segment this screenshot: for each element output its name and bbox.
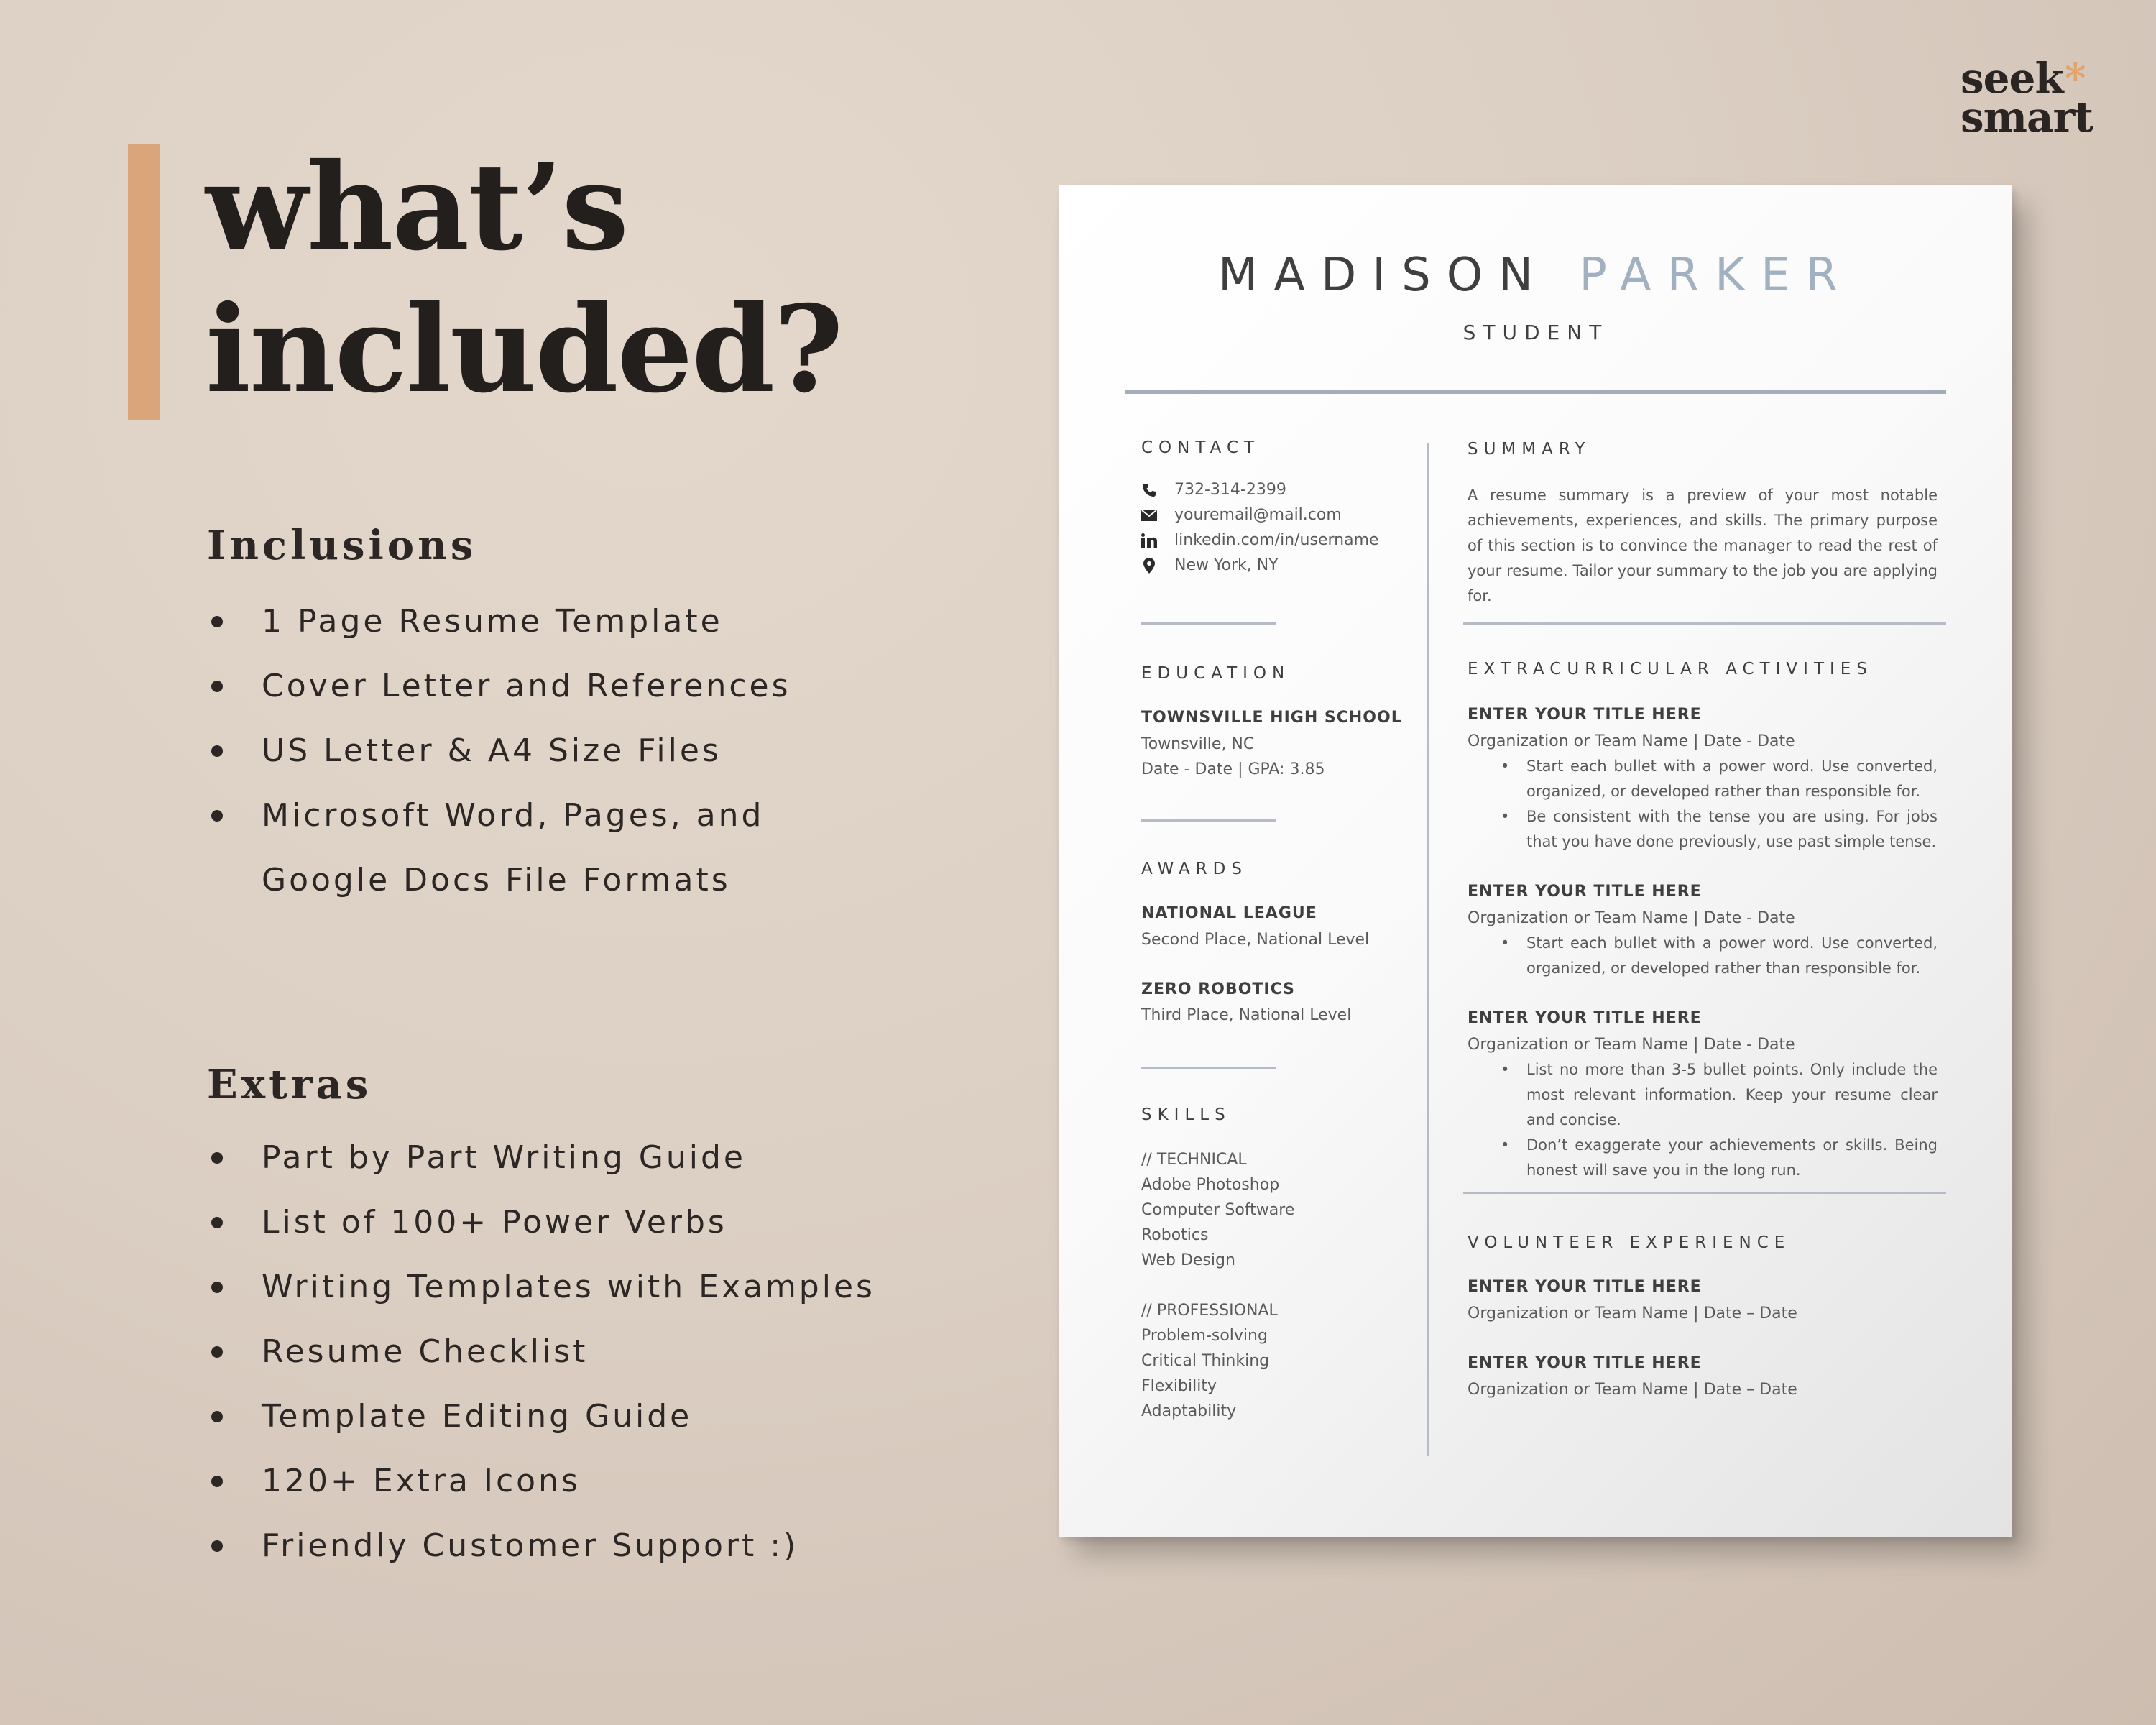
contact-heading: CONTACT (1141, 438, 1261, 457)
award-title: ZERO ROBOTICS (1141, 980, 1295, 998)
bullet-dot-icon (211, 1282, 223, 1293)
entry-org: Organization or Team Name | Date - Date (1468, 909, 1795, 927)
resume-role: STUDENT (1462, 321, 1609, 344)
skill-item: Web Design (1141, 1251, 1235, 1269)
logo-word-2: smart (1961, 93, 2093, 142)
list-item: Part by Part Writing Guide (210, 1126, 875, 1190)
divider (1141, 1067, 1276, 1069)
bullet-dot-icon (211, 745, 223, 757)
bullet-dot-icon (211, 1217, 223, 1228)
divider (1141, 622, 1276, 625)
resume-name: MADISON PARKER (1218, 249, 1853, 302)
list-item: • List no more than 3-5 bullet points. Only include the most relevant information. Keep your resume clear and concise. (1495, 1057, 1938, 1133)
brand-logo (1961, 54, 2093, 142)
skill-item: Problem-solving (1141, 1327, 1268, 1345)
entry-bullets (1495, 754, 1938, 855)
headline-line-2: included? (206, 280, 842, 420)
skill-item: Flexibility (1141, 1377, 1217, 1395)
list-item: Writing Templates with Examples (210, 1255, 875, 1320)
list-item: Template Editing Guide (210, 1384, 875, 1449)
list-item: 120+ Extra Icons (210, 1449, 875, 1514)
summary-heading: SUMMARY (1468, 440, 1591, 459)
education-school: TOWNSVILLE HIGH SCHOOL (1141, 709, 1402, 727)
bullet-dot-icon (211, 681, 223, 692)
entry-title: ENTER YOUR TITLE HERE (1468, 1278, 1702, 1296)
awards-heading: AWARDS (1141, 860, 1248, 878)
skill-item: Adobe Photoshop (1141, 1176, 1280, 1194)
contact-linkedin: linkedin.com/in/username (1141, 528, 1379, 553)
bullet-dot-icon (211, 810, 223, 822)
entry-org: Organization or Team Name | Date – Date (1468, 1305, 1797, 1322)
logo-word-1: seek (1961, 54, 2063, 103)
education-city: Townsville, NC (1141, 735, 1255, 753)
bullet-dot-icon (211, 616, 223, 627)
asterisk-icon: * (2064, 54, 2086, 103)
list-item: US Letter & A4 Size Files (210, 719, 791, 783)
volunteer-heading: VOLUNTEER EXPERIENCE (1468, 1233, 1791, 1252)
skill-item: Computer Software (1141, 1201, 1295, 1219)
entry-org: Organization or Team Name | Date - Date (1468, 732, 1795, 750)
summary-text: A resume summary is a preview of your most notable achievements, experiences, and skills. The primary purpose of this section is to convince the manager to read the rest of your resume. Tailor your summary to the job you are applying for. (1468, 487, 1938, 604)
bullet-dot-icon (211, 1411, 223, 1422)
list-item: Friendly Customer Support :) (210, 1514, 875, 1578)
entry-title: ENTER YOUR TITLE HERE (1468, 1009, 1702, 1027)
award-title: NATIONAL LEAGUE (1141, 904, 1317, 922)
list-item: Resume Checklist (210, 1320, 875, 1384)
accent-bar (128, 144, 160, 420)
phone-icon (1141, 482, 1157, 498)
location-pin-icon (1141, 558, 1157, 574)
bullet-dot-icon (211, 1152, 223, 1164)
entry-title: ENTER YOUR TITLE HERE (1468, 706, 1702, 724)
award-detail: Third Place, National Level (1141, 1006, 1352, 1024)
list-item: 1 Page Resume Template (210, 589, 791, 654)
list-item: Microsoft Word, Pages, and Google Docs File Formats (210, 783, 791, 913)
entry-title: ENTER YOUR TITLE HERE (1468, 1354, 1702, 1372)
header-divider (1125, 390, 1946, 394)
entry-org: Organization or Team Name | Date – Date (1468, 1381, 1797, 1399)
list-item: • Be consistent with the tense you are using. For jobs that you have done previously, use past simple tense. (1495, 804, 1938, 855)
skill-item: Adaptability (1141, 1402, 1237, 1420)
divider (1141, 819, 1276, 822)
extras-title: Extras (207, 1061, 372, 1108)
divider (1463, 622, 1946, 625)
column-divider (1427, 443, 1429, 1456)
list-item: • Don’t exaggerate your achievements or skills. Being honest will save you in the long run. (1495, 1133, 1938, 1183)
extracurricular-heading: EXTRACURRICULAR ACTIVITIES (1468, 660, 1873, 678)
headline (206, 137, 842, 421)
divider (1463, 1192, 1946, 1194)
list-item: • Start each bullet with a power word. Use converted, organized, or developed rather than responsible for. (1495, 931, 1938, 981)
contact-email: youremail@mail.com (1141, 502, 1342, 528)
education-detail: Date - Date | GPA: 3.85 (1141, 760, 1325, 778)
entry-bullets (1495, 931, 1938, 981)
contact-phone: 732-314-2399 (1141, 477, 1286, 502)
resume-preview (1059, 185, 2012, 1537)
bullet-dot-icon (211, 1540, 223, 1552)
skills-technical-label: // TECHNICAL (1141, 1151, 1247, 1169)
contact-location: New York, NY (1141, 553, 1279, 578)
bullet-dot-icon (211, 1346, 223, 1358)
entry-org: Organization or Team Name | Date - Date (1468, 1036, 1795, 1054)
bullet-dot-icon (211, 1476, 223, 1487)
education-heading: EDUCATION (1141, 664, 1291, 683)
inclusions-title: Inclusions (207, 522, 477, 569)
award-detail: Second Place, National Level (1141, 931, 1370, 949)
entry-title: ENTER YOUR TITLE HERE (1468, 883, 1702, 901)
list-item: List of 100+ Power Verbs (210, 1190, 875, 1255)
list-item: • Start each bullet with a power word. Use converted, organized, or developed rather than responsible for. (1495, 754, 1938, 804)
extras-list (210, 1126, 875, 1578)
skills-professional-label: // PROFESSIONAL (1141, 1302, 1278, 1320)
entry-bullets (1495, 1057, 1938, 1183)
skills-heading: SKILLS (1141, 1105, 1231, 1124)
skill-item: Robotics (1141, 1226, 1209, 1244)
list-item: Cover Letter and References (210, 654, 791, 719)
skill-item: Critical Thinking (1141, 1352, 1270, 1370)
mail-icon (1141, 507, 1157, 523)
inclusions-list (210, 589, 791, 913)
headline-line-1: what’s (206, 137, 628, 277)
linkedin-icon (1141, 533, 1157, 548)
